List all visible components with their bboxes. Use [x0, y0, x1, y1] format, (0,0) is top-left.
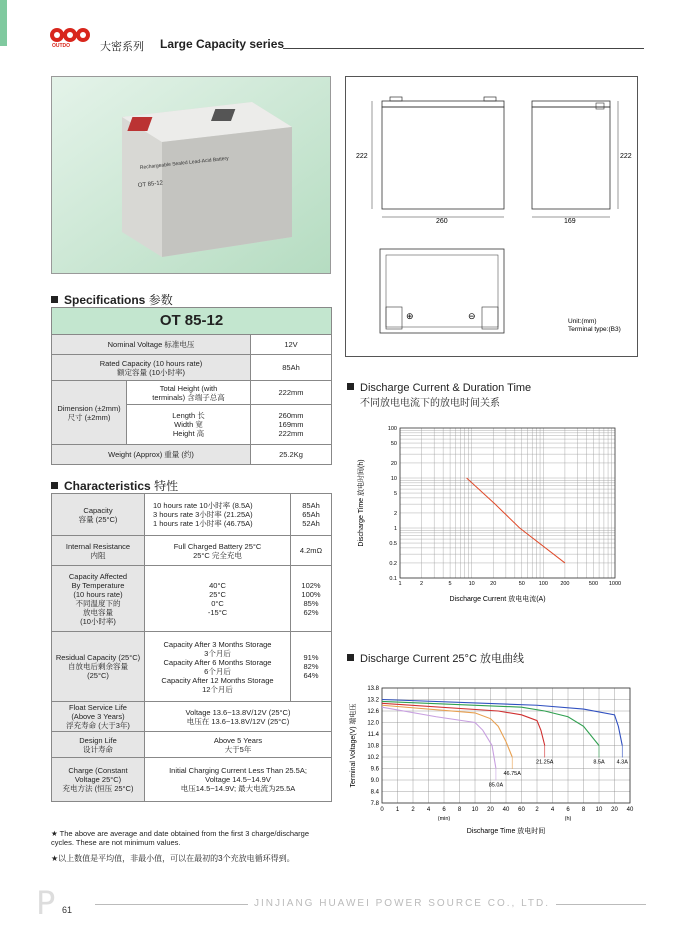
y-tick-label: 100 — [387, 426, 397, 432]
x-tick-label: 4 — [426, 807, 431, 813]
x-tick-label: 1 — [395, 807, 400, 813]
capacity-label: Capacity 容量 (25°C) — [52, 494, 145, 536]
characteristics-table — [51, 493, 332, 802]
x-tick-label: 10 — [595, 807, 603, 813]
brand-logo — [48, 26, 96, 48]
x-tick-label: 1 — [398, 581, 402, 587]
x-tick-label: 50 — [518, 581, 525, 587]
y-tick-label: 9.6 — [370, 766, 379, 773]
y-tick-label: 12.6 — [367, 709, 379, 715]
y-tick-label: 0.1 — [389, 576, 397, 582]
design-cond: Above 5 Years 大于5年 — [145, 732, 332, 758]
svg-text:⊕: ⊕ — [406, 311, 414, 321]
lwh-labels: Length 长 Width 宽 Height 高 — [127, 405, 251, 445]
note-cn: ★以上数值是平均值，非最小值，可以在最初的3个充放电循环得到。 — [51, 854, 295, 863]
x-tick-label: 200 — [560, 581, 570, 587]
weight-label: Weight (Approx) 重量 (约) — [52, 445, 251, 465]
x-tick-label: 0 — [380, 807, 384, 813]
x-tick-label: 2 — [535, 807, 539, 813]
header-rule — [283, 48, 644, 49]
x-tick-label: 20 — [611, 807, 618, 813]
ir-cond: Full Charged Battery 25°C 25°C 完全充电 — [145, 536, 291, 566]
note-en: ★ The above are average and date obtained from the first 3 charge/discharge cycles. These are not minimum values. — [51, 829, 309, 848]
y-axis-label: Terminal Voltage(V) 端电压 — [350, 703, 357, 788]
battery-photo — [51, 76, 331, 274]
lwh-values: 260mm 169mm 222mm — [251, 405, 332, 445]
y-tick-label: 20 — [390, 460, 397, 467]
y-tick-label: 10.8 — [367, 743, 379, 750]
x-axis-label: Discharge Time 放电时间 — [466, 828, 546, 835]
residual-values: 91% 82% 64% — [291, 632, 332, 702]
front-height-dim: 222 — [356, 153, 368, 160]
capacity-values: 85Ah 65Ah 52Ah — [291, 494, 332, 536]
y-tick-label: 5 — [393, 491, 397, 498]
residual-label: Residual Capacity (25°C) 自放电后剩余容量 (25°C) — [52, 632, 145, 702]
float-cond: Voltage 13.6~13.8V/12V (25°C) 电压在 13.6~13.8V/12V (25°C) — [145, 702, 332, 732]
series-label: 8.5A — [593, 759, 605, 766]
y-tick-label: 8.4 — [370, 789, 379, 796]
x-tick-label: 6 — [566, 807, 570, 813]
specs-model: OT 85-12 — [52, 308, 332, 335]
weight-value: 25.2Kg — [251, 445, 332, 465]
front-width-dim: 260 — [436, 218, 448, 225]
footer-company: JINJIANG HUAWEI POWER SOURCE CO., LTD. — [248, 898, 556, 909]
y-tick-label: 2 — [393, 510, 397, 517]
dimension-drawing — [345, 76, 638, 357]
capacity-rates: 10 hours rate 10小时率 (8.5A) 3 hours rate 3小时率 (21.25A) 1 hours rate 1小时率 (46.75A) — [145, 494, 291, 536]
terminal-label: Terminal type:(B3) — [568, 326, 621, 333]
rated-capacity-label: Rated Capacity (10 hours rate) 额定容量 (10小时率) — [52, 355, 251, 381]
charge-cond: Initial Charging Current Less Than 25.5A; Voltage 14.5~14.9V 电压14.5~14.9V; 最大电流为25.5A — [145, 758, 332, 802]
y-tick-label: 10.2 — [367, 755, 379, 761]
characteristics-title: Characteristics 特性 — [51, 477, 178, 494]
ir-value: 4.2mΩ — [291, 536, 332, 566]
x-tick-label: 8 — [457, 807, 462, 813]
nominal-voltage-value: 12V — [251, 335, 332, 355]
page-number: 61 — [62, 905, 73, 915]
series-line-21.25A — [382, 703, 545, 745]
x-tick-label: 500 — [588, 581, 599, 587]
x-tick-label: 60 — [518, 807, 525, 813]
chart1-title: Discharge Current & Duration Time — [347, 382, 531, 394]
photo-model: OT 85-12 — [137, 180, 164, 189]
plot-frame — [400, 428, 615, 578]
x-unit-h: (h) — [564, 816, 572, 822]
rated-capacity-value: 85Ah — [251, 355, 332, 381]
x-axis-label: Discharge Current 放电电流(A) — [449, 596, 546, 603]
y-tick-label: 13.8 — [367, 686, 379, 692]
side-width-dim: 169 — [564, 218, 576, 225]
residual-conds: Capacity After 3 Months Storage 3个月后 Capacity After 6 Months Storage 6个月后 Capacity After 12 Months Storage 12个月后 — [145, 632, 291, 702]
series-line-85.0A — [382, 707, 496, 768]
total-height-value: 222mm — [251, 381, 332, 405]
x-tick-label: 4 — [550, 807, 555, 813]
total-height-label: Total Height (with terminals) 含端子总高 — [127, 381, 251, 405]
y-tick-label: 7.8 — [370, 801, 379, 807]
series-label: 46.75A — [503, 771, 521, 777]
design-label: Design Life 设计寿命 — [52, 732, 145, 758]
x-tick-label: 6 — [442, 807, 446, 813]
y-axis-label: Discharge Time 放电时间(h) — [358, 459, 365, 547]
x-tick-label: 20 — [487, 807, 494, 813]
chart1-title-cn: 不同放电电流下的放电时间关系 — [360, 398, 500, 409]
ir-label: Internal Resistance 内阻 — [52, 536, 145, 566]
y-tick-label: 13.2 — [367, 697, 379, 704]
y-tick-label: 11.4 — [367, 732, 379, 738]
dimension-label: Dimension (±2mm) 尺寸 (±2mm) — [52, 381, 127, 445]
y-tick-label: 0.5 — [389, 541, 397, 548]
discharge-curve-chart — [345, 666, 638, 856]
float-label: Float Service Life (Above 3 Years) 浮充寿命 (大于3年) — [52, 702, 145, 732]
series-label: 4.3A — [616, 759, 628, 766]
x-tick-label: 100 — [538, 581, 548, 587]
svg-text:⊖: ⊖ — [468, 311, 476, 321]
y-tick-label: 12.0 — [367, 720, 379, 727]
logo-text: OUTDO — [52, 43, 71, 48]
x-tick-label: 10 — [471, 807, 479, 813]
unit-label: Unit:(mm) — [568, 318, 597, 325]
y-tick-label: 50 — [390, 441, 397, 448]
temp-conds: 40°C 25°C 0°C -15°C — [145, 566, 291, 632]
x-tick-label: 40 — [626, 807, 634, 813]
series-cn: 大密系列 — [100, 41, 144, 53]
side-height-dim: 222 — [620, 153, 632, 160]
temp-label: Capacity Affected By Temperature (10 hours rate) 不同温度下的 放电容量 (10小时率) — [52, 566, 145, 632]
y-tick-label: 10 — [390, 476, 397, 482]
series-label: 85.0A — [488, 782, 504, 789]
x-tick-label: 20 — [490, 581, 497, 587]
discharge-duration-chart — [345, 410, 638, 610]
x-unit-min: (min) — [437, 816, 451, 822]
x-tick-label: 2 — [420, 581, 424, 587]
series-label: 21.25A — [536, 759, 554, 766]
page-edge-bar — [0, 0, 7, 46]
chart2-title: Discharge Current 25°C 放电曲线 — [347, 650, 524, 666]
nominal-voltage-label: Nominal Voltage 标准电压 — [52, 335, 251, 355]
y-tick-label: 1 — [393, 526, 397, 532]
y-tick-label: 0.2 — [389, 560, 397, 567]
temp-values: 102% 100% 85% 62% — [291, 566, 332, 632]
specs-title: Specifications 参数 — [51, 291, 173, 308]
x-tick-label: 5 — [448, 581, 452, 587]
photo-label: Rechargeable Sealed Lead-Acid Battery — [139, 155, 229, 171]
x-tick-label: 40 — [502, 807, 510, 813]
page-decoration: P — [36, 884, 56, 922]
x-tick-label: 2 — [411, 807, 415, 813]
x-tick-label: 8 — [581, 807, 586, 813]
specs-table — [51, 307, 332, 465]
y-tick-label: 9.0 — [370, 778, 379, 784]
x-tick-label: 10 — [468, 581, 475, 587]
charge-label: Charge (Constant Voltage 25°C) 充电方法 (恒压 25°C) — [52, 758, 145, 802]
x-tick-label: 1000 — [608, 581, 622, 587]
series-line-discharge — [467, 478, 565, 563]
series-en: Large Capacity series — [160, 37, 285, 51]
